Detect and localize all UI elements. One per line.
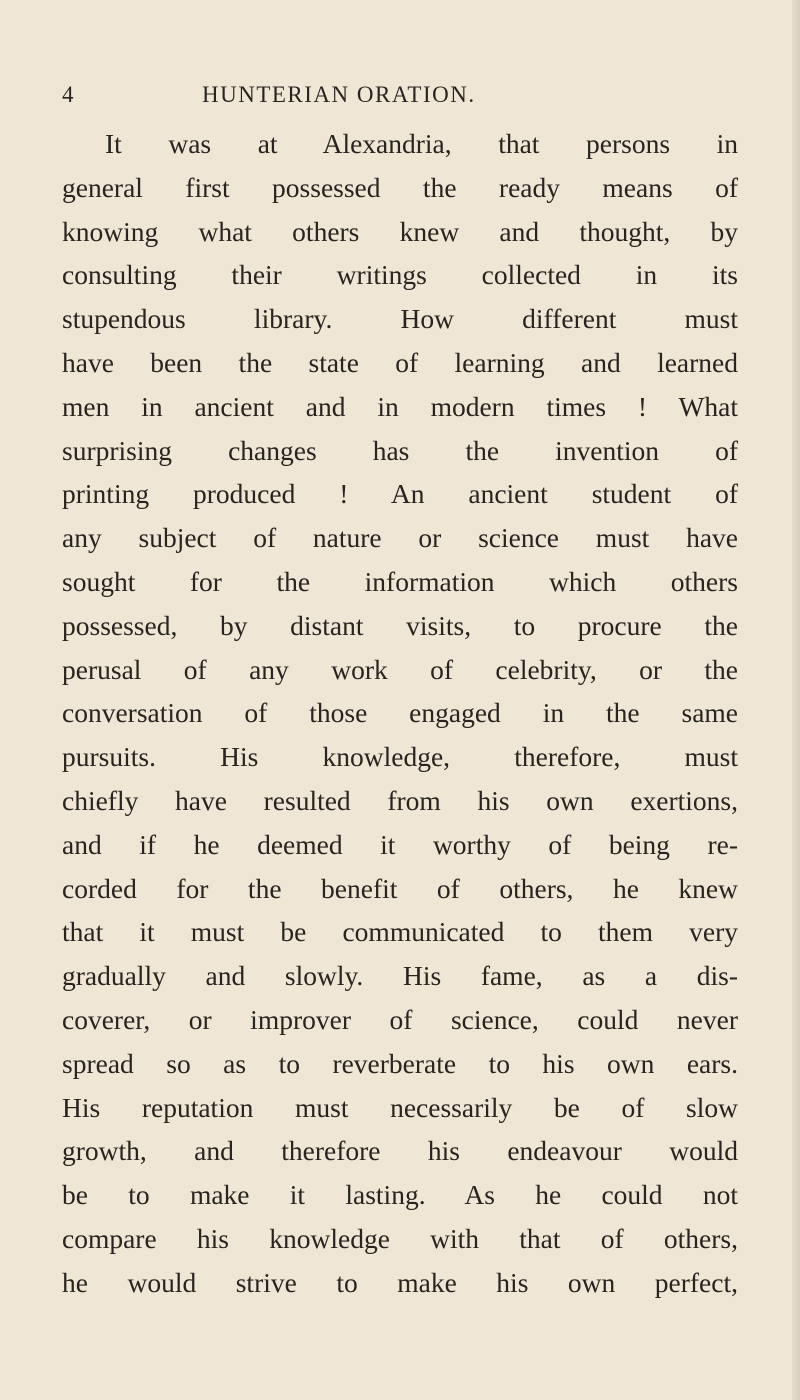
text-line: growth, and therefore his endeavour would (62, 1135, 738, 1167)
text-line: spread so as to reverberate to his own ears. (62, 1047, 738, 1079)
body-text (62, 122, 738, 1305)
text-line: gradually and slowly. His fame, as a dis- (62, 960, 738, 992)
text-line: stupendous library. How different must (62, 303, 738, 335)
text-line: knowing what others knew and thought, by (62, 215, 738, 247)
text-line: be to make it lasting. As he could not (62, 1179, 738, 1211)
text-line: coverer, or improver of science, could never (62, 1003, 738, 1035)
text-line: pursuits. His knowledge, therefore, must (62, 741, 738, 773)
text-line: printing produced ! An ancient student of (62, 478, 738, 510)
page-edge (792, 0, 800, 1400)
text-line: possessed, by distant visits, to procure the (62, 609, 738, 641)
text-line: sought for the information which others (62, 565, 738, 597)
text-line: corded for the benefit of others, he knew (62, 872, 738, 904)
text-line: have been the state of learning and learned (62, 346, 738, 378)
running-header (62, 82, 738, 118)
text-line: chiefly have resulted from his own exertions, (62, 784, 738, 816)
text-line: any subject of nature or science must have (62, 522, 738, 554)
text-line: It was at Alexandria, that persons in (105, 128, 738, 159)
text-line: he would strive to make his own perfect, (62, 1266, 738, 1298)
text-line: surprising changes has the invention of (62, 434, 738, 466)
text-line: and if he deemed it worthy of being re- (62, 828, 738, 860)
text-line: general first possessed the ready means of (62, 171, 738, 203)
text-line: perusal of any work of celebrity, or the (62, 653, 738, 685)
text-line: conversation of those engaged in the same (62, 697, 738, 729)
page-number: 4 (62, 82, 75, 107)
text-line: compare his knowledge with that of others, (62, 1222, 738, 1254)
text-line: that it must be communicated to them very (62, 916, 738, 948)
running-title: HUNTERIAN ORATION. (202, 82, 476, 107)
text-line: men in ancient and in modern times ! What (62, 390, 738, 422)
text-line: consulting their writings collected in its (62, 259, 738, 291)
text-line: His reputation must necessarily be of slow (62, 1091, 738, 1123)
